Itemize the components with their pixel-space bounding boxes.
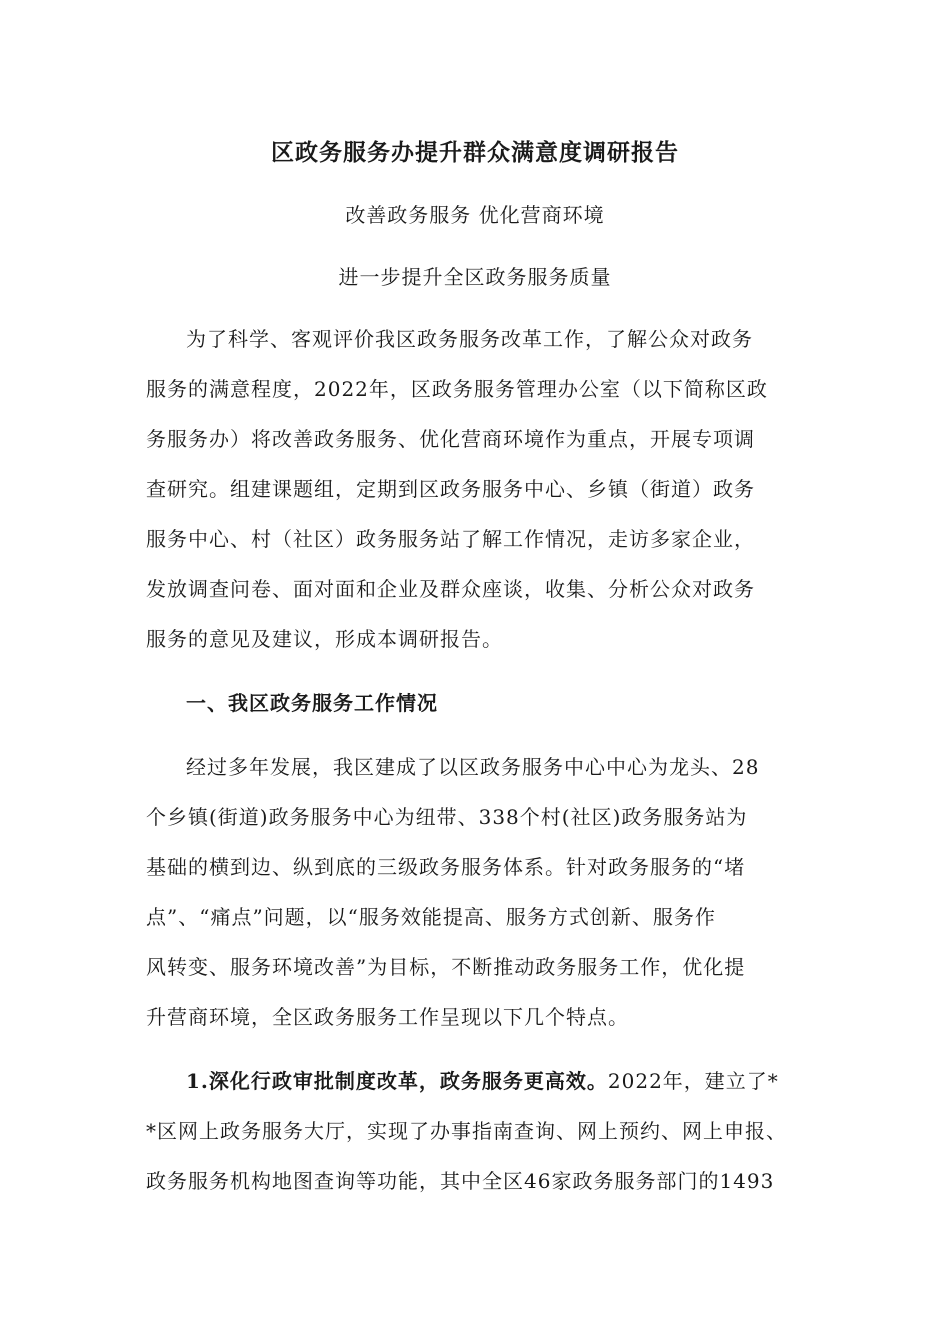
point1-bold-lead: 1.深化行政审批制度改革，政务服务更高效。 [186, 1069, 608, 1093]
point1-first-line [186, 1066, 826, 1096]
section-line: 风转变、服务环境改善”为目标，不断推动政务服务工作，优化提 [146, 955, 746, 979]
section-line: 基础的横到边、纵到底的三级政务服务体系。针对政务服务的“堵 [146, 855, 746, 879]
intro-line: 服务的意见及建议，形成本调研报告。 [146, 627, 503, 651]
section-line: 点”、“痛点”问题，以“服务效能提高、服务方式创新、服务作 [146, 905, 716, 929]
section-line: 升营商环境，全区政务服务工作呈现以下几个特点。 [146, 1005, 629, 1029]
subtitle-1: 改善政务服务 优化营商环境 [345, 203, 605, 227]
point1-line: 政务服务机构地图查询等功能，其中全区46家政务服务部门的1493 [146, 1169, 775, 1193]
point1-line: *区网上政务服务大厅，实现了办事指南查询、网上预约、网上申报、 [146, 1119, 787, 1143]
document-title: 区政务服务办提升群众满意度调研报告 [271, 139, 679, 166]
intro-line: 务服务办）将改善政务服务、优化营商环境作为重点，开展专项调 [146, 427, 755, 451]
intro-line: 服务中心、村（社区）政务服务站了解工作情况，走访多家企业， [146, 527, 755, 551]
intro-line: 查研究。组建课题组，定期到区政务服务中心、乡镇（街道）政务 [146, 477, 755, 501]
intro-line: 为了科学、客观评价我区政务服务改革工作，了解公众对政务 [186, 327, 753, 351]
section-line: 经过多年发展，我区建成了以区政务服务中心中心为龙头、28 [186, 755, 760, 779]
point1-first-line-rest: 2022年，建立了* [607, 1069, 779, 1093]
section-line: 个乡镇(街道)政务服务中心为纽带、338个村(社区)政务服务站为 [146, 805, 748, 829]
intro-line: 服务的满意程度，2022年，区政务服务管理办公室（以下简称区政 [146, 377, 768, 401]
subtitle-2: 进一步提升全区政务服务质量 [338, 265, 612, 289]
section-heading: 一、我区政务服务工作情况 [186, 691, 438, 715]
intro-line: 发放调查问卷、面对面和企业及群众座谈，收集、分析公众对政务 [146, 577, 755, 601]
